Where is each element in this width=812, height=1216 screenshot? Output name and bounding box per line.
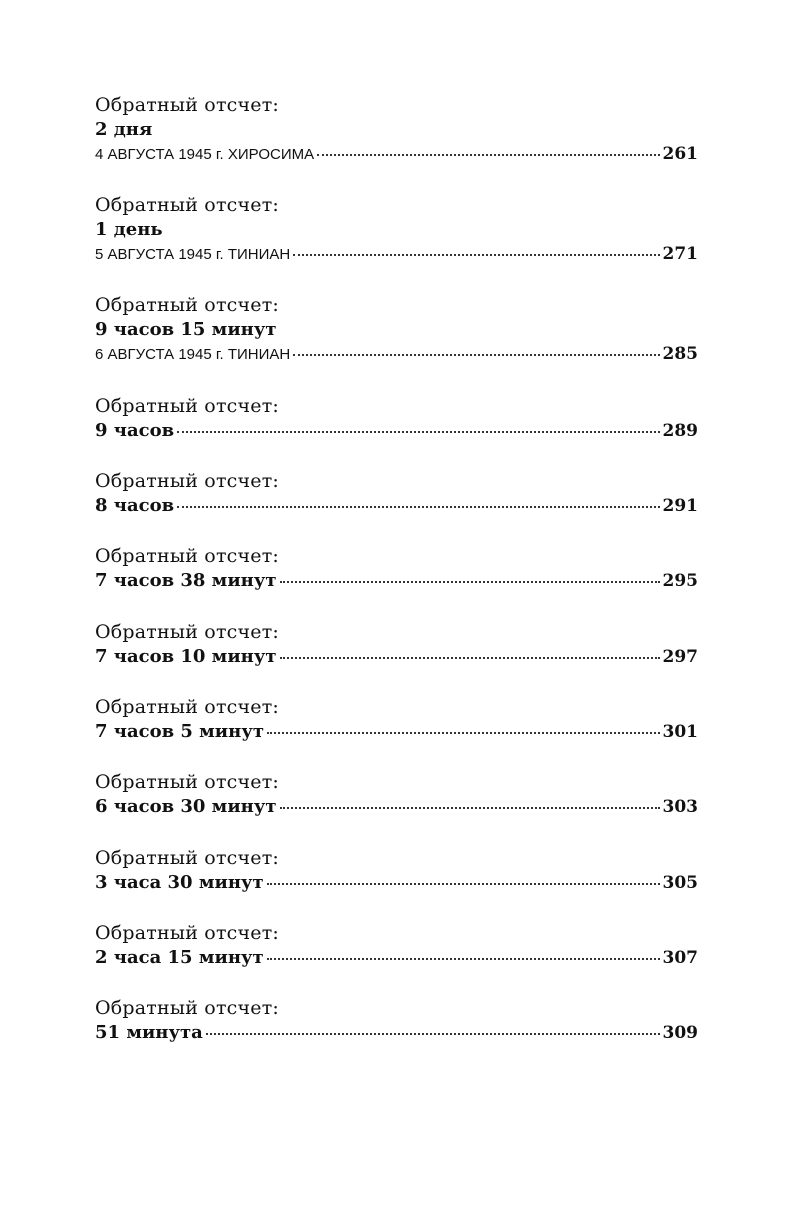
page-number: 271 [662,244,698,264]
toc-entry [95,93,698,165]
dot-leader [280,657,660,659]
toc-entry [95,620,698,670]
toc-line[interactable] [95,568,698,594]
dot-leader [280,581,660,583]
toc-entry [95,193,698,265]
entry-title: 2 часа 15 минут [95,947,264,968]
page-number: 291 [662,496,698,516]
dot-leader [177,506,659,508]
entry-kicker: Обратный отсчет: [95,771,280,793]
entry-kicker: Обратный отсчет: [95,545,280,567]
toc-line[interactable] [95,243,698,265]
dot-leader [267,732,660,734]
toc-entry [95,770,698,820]
entry-kicker: Обратный отсчет: [95,470,280,492]
entry-kicker: Обратный отсчет: [95,194,280,216]
entry-title: 2 дня [95,119,153,140]
dot-leader [177,431,659,433]
toc-line[interactable] [95,1020,698,1046]
dot-leader [267,883,660,885]
page-number: 261 [662,144,698,164]
entry-title: 9 часов [95,420,175,441]
entry-title: 7 часов 5 минут [95,721,264,742]
entry-kicker: Обратный отсчет: [95,847,280,869]
page-number: 289 [662,421,698,441]
table-of-contents [95,0,698,1216]
entry-subtitle: 5 АВГУСТА 1945 г. ТИНИАН [95,246,291,263]
toc-line[interactable] [95,719,698,745]
toc-entry [95,469,698,519]
toc-line[interactable] [95,493,698,519]
toc-line[interactable] [95,870,698,896]
entry-kicker: Обратный отсчет: [95,922,280,944]
dot-leader [317,154,659,156]
entry-kicker: Обратный отсчет: [95,294,280,316]
entry-kicker: Обратный отсчет: [95,696,280,718]
entry-title: 8 часов [95,495,175,516]
dot-leader [280,807,660,809]
page-number: 301 [662,722,698,742]
page-number: 303 [662,797,698,817]
toc-entry [95,394,698,444]
entry-title: 1 день [95,219,163,240]
dot-leader [293,354,659,356]
toc-entry [95,921,698,971]
entry-title: 6 часов 30 минут [95,796,277,817]
entry-title: 7 часов 38 минут [95,570,277,591]
dot-leader [267,958,660,960]
page-number: 305 [662,873,698,893]
toc-line[interactable] [95,945,698,971]
page-number: 295 [662,571,698,591]
entry-kicker: Обратный отсчет: [95,997,280,1019]
entry-title: 51 минута [95,1022,203,1043]
toc-line[interactable] [95,644,698,670]
page-number: 285 [662,344,698,364]
toc-line[interactable] [95,794,698,820]
entry-title: 3 часа 30 минут [95,872,264,893]
toc-entry [95,846,698,896]
entry-subtitle: 6 АВГУСТА 1945 г. ТИНИАН [95,346,291,363]
toc-line[interactable] [95,418,698,444]
page-number: 307 [662,948,698,968]
toc-line[interactable] [95,343,698,365]
entry-title: 9 часов 15 минут [95,319,277,340]
dot-leader [293,254,659,256]
entry-subtitle: 4 АВГУСТА 1945 г. ХИРОСИМА [95,146,315,163]
entry-kicker: Обратный отсчет: [95,395,280,417]
toc-line[interactable] [95,143,698,165]
entry-title: 7 часов 10 минут [95,646,277,667]
toc-entry [95,544,698,594]
toc-entry [95,695,698,745]
page-number: 309 [662,1023,698,1043]
entry-kicker: Обратный отсчет: [95,94,280,116]
toc-entry [95,293,698,365]
entry-kicker: Обратный отсчет: [95,621,280,643]
page-number: 297 [662,647,698,667]
toc-entry [95,996,698,1046]
dot-leader [206,1033,660,1035]
